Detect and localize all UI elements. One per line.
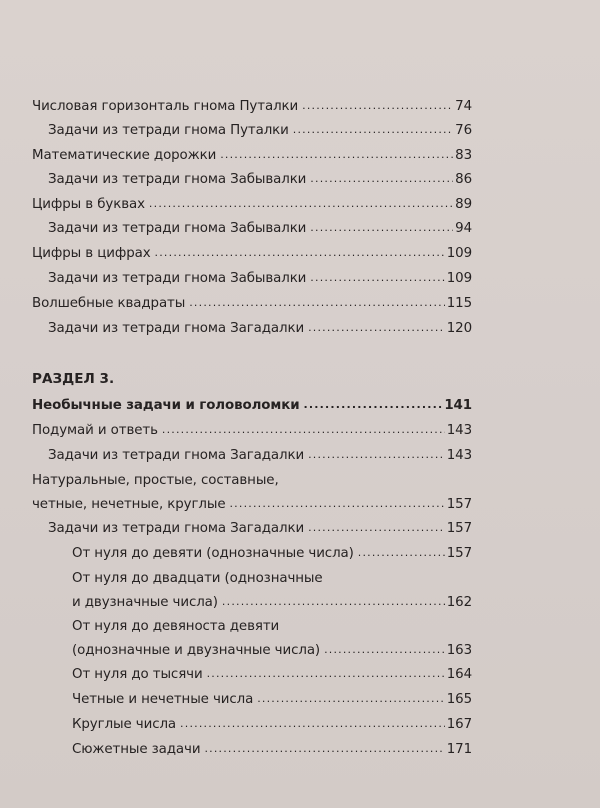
toc-entry-title: Математические дорожки	[32, 148, 217, 163]
toc-entry	[32, 144, 472, 168]
leader-dots	[204, 737, 444, 761]
toc-entry-page: 109	[446, 246, 472, 261]
toc-entry-page: 162	[446, 595, 472, 610]
toc-entry-page: 86	[455, 172, 472, 187]
toc-entry-title: Задачи из тетради гнома Загадалки	[48, 321, 305, 336]
toc-entry-title-continued: (однозначные и двузначные числа)	[72, 643, 321, 658]
toc-entry-page: 164	[446, 667, 472, 682]
leader-dots	[180, 712, 445, 736]
leader-dots	[189, 291, 445, 315]
toc-entry-title: Цифры в цифрах	[32, 246, 151, 261]
leader-dots	[302, 94, 453, 118]
toc-entry-title: От нуля до девяти (однозначные числа)	[72, 546, 354, 561]
leader-dots	[222, 590, 445, 614]
leader-dots	[149, 192, 453, 216]
toc-entry-page: 143	[446, 448, 472, 463]
leader-dots	[358, 541, 445, 565]
toc-entry-title: Сюжетные задачи	[72, 742, 201, 757]
toc-entry	[32, 292, 472, 316]
toc-entry	[32, 95, 472, 119]
toc-entry	[32, 317, 472, 341]
toc-entry	[32, 168, 472, 192]
toc-entry-title: Задачи из тетради гнома Загадалки	[48, 448, 305, 463]
toc-entry	[32, 242, 472, 266]
leader-dots	[310, 266, 444, 290]
toc-entry-page: 157	[446, 546, 472, 561]
toc-entry	[32, 688, 472, 712]
toc-entry	[32, 419, 472, 443]
toc-entry	[32, 267, 472, 291]
toc-entry-title-continued: и двузначные числа)	[72, 595, 218, 610]
toc-entry-title: Волшебные квадраты	[32, 296, 186, 311]
leader-dots	[308, 443, 445, 467]
toc-entry	[32, 469, 472, 517]
toc-entry-title: Натуральные, простые, составные,	[32, 473, 279, 488]
toc-entry-page: 143	[446, 423, 472, 438]
toc-entry	[32, 119, 472, 143]
toc-entry-page: 115	[446, 296, 472, 311]
toc-entry-page: 76	[455, 123, 472, 138]
toc-entry-page: 157	[446, 497, 472, 512]
toc-entry	[32, 542, 472, 566]
toc-entry-page: 94	[455, 221, 472, 236]
toc-entry-title: Задачи из тетради гнома Загадалки	[48, 521, 305, 536]
toc-entry-title: От нуля до девяноста девяти	[72, 619, 280, 634]
leader-dots	[308, 316, 445, 340]
toc-entry	[32, 444, 472, 468]
toc-entry-title: Числовая горизонталь гнома Путалки	[32, 99, 299, 114]
toc-entry	[32, 193, 472, 217]
leader-dots	[162, 418, 445, 442]
toc-entry-title: От нуля до тысячи	[72, 667, 203, 682]
toc-entry-page: 109	[446, 271, 472, 286]
leader-dots	[304, 393, 443, 417]
toc-entry-page: 89	[455, 197, 472, 212]
toc-entry	[32, 217, 472, 241]
leader-dots	[220, 143, 453, 167]
toc-entry-title: Задачи из тетради гнома Забывалки	[48, 271, 307, 286]
leader-dots	[229, 492, 444, 516]
toc-entry-title-continued: четные, нечетные, круглые	[32, 497, 226, 512]
toc-entry	[32, 517, 472, 541]
toc-entry	[32, 738, 472, 762]
toc-entry-title: Необычные задачи и головоломки	[32, 398, 300, 413]
toc-entry	[32, 615, 472, 663]
toc-entry-section-title	[32, 394, 472, 418]
leader-dots	[308, 516, 445, 540]
toc-entry-page: 165	[446, 692, 472, 707]
toc-entry	[32, 713, 472, 737]
toc-entry-page: 141	[444, 398, 472, 413]
leader-dots	[293, 118, 453, 142]
leader-dots	[207, 662, 445, 686]
leader-dots	[257, 687, 445, 711]
toc-entry-title: Подумай и ответь	[32, 423, 158, 438]
toc-entry-page: 167	[446, 717, 472, 732]
leader-dots	[310, 167, 453, 191]
leader-dots	[310, 216, 453, 240]
section-heading: РАЗДЕЛ 3.	[32, 371, 115, 387]
toc-entry-title: Цифры в буквах	[32, 197, 145, 212]
toc-entry-page: 120	[446, 321, 472, 336]
toc-entry-page: 83	[455, 148, 472, 163]
toc-entry-title: От нуля до двадцати (однозначные	[72, 571, 323, 586]
toc-entry-title: Круглые числа	[72, 717, 177, 732]
toc-entry-page: 74	[455, 99, 472, 114]
toc-entry-page: 163	[446, 643, 472, 658]
leader-dots	[155, 241, 445, 265]
toc-entry-page: 157	[446, 521, 472, 536]
toc-entry-page: 171	[446, 742, 472, 757]
toc-entry-title: Четные и нечетные числа	[72, 692, 254, 707]
toc-entry	[32, 567, 472, 615]
toc-entry-title: Задачи из тетради гнома Забывалки	[48, 172, 307, 187]
toc-entry-title: Задачи из тетради гнома Путалки	[48, 123, 289, 138]
toc-entry	[32, 663, 472, 687]
leader-dots	[324, 638, 445, 662]
toc-entry-title: Задачи из тетради гнома Забывалки	[48, 221, 307, 236]
